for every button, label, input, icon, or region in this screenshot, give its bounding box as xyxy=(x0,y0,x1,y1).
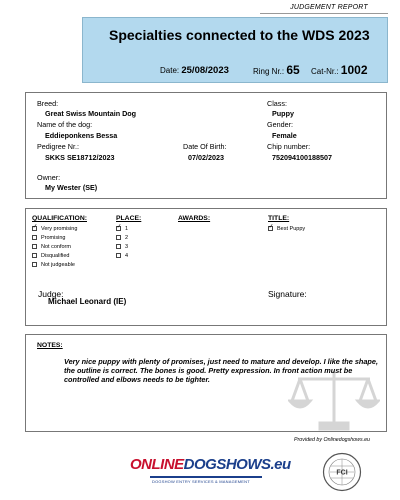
place-option xyxy=(116,252,128,260)
qualification-option-label: Disqualified xyxy=(41,253,70,259)
qualification-option xyxy=(32,252,69,260)
notes-box xyxy=(25,334,387,432)
owner-value: My Wester (SE) xyxy=(45,183,98,192)
results-box xyxy=(25,208,387,326)
ring-value: 65 xyxy=(286,63,300,77)
checked-checkbox-icon xyxy=(116,226,121,231)
gender-label: Gender: xyxy=(267,120,293,129)
dog-name-value: Eddieponkens Bessa xyxy=(45,131,118,140)
header-box xyxy=(82,17,388,83)
place-option-label: 3 xyxy=(125,244,129,250)
title-option xyxy=(268,225,305,233)
ring-field xyxy=(253,63,300,77)
dob-value: 07/02/2023 xyxy=(188,153,224,162)
owner-label: Owner: xyxy=(37,173,61,182)
title-option-label: Best Puppy xyxy=(277,226,306,232)
qualification-option-label: Not judgeable xyxy=(41,262,75,268)
notes-label: NOTES: xyxy=(37,342,63,349)
place-option xyxy=(116,243,128,251)
place-heading: PLACE: xyxy=(116,215,142,222)
checkbox-icon xyxy=(32,244,37,249)
judge-value: Michael Leonard (IE) xyxy=(48,297,127,306)
logo-o-letter: O xyxy=(130,456,142,473)
checkbox-icon xyxy=(32,253,37,258)
chip-label: Chip number: xyxy=(267,142,311,151)
date-field xyxy=(160,65,229,76)
date-label: Date: xyxy=(160,66,180,75)
place-option xyxy=(116,225,128,233)
checked-checkbox-icon xyxy=(268,226,273,231)
place-option xyxy=(116,234,128,242)
place-option-label: 4 xyxy=(125,253,129,259)
pedigree-value: SKKS SE18712/2023 xyxy=(45,153,115,162)
awards-heading: AWARDS: xyxy=(178,215,211,222)
checked-checkbox-icon xyxy=(32,226,37,231)
qualification-option xyxy=(32,225,77,233)
dog-info-box xyxy=(25,92,387,199)
report-label-divider xyxy=(260,13,388,14)
checkbox-icon xyxy=(32,235,37,240)
breed-label: Breed: xyxy=(37,99,59,108)
checkbox-icon xyxy=(32,262,37,267)
logo-underline xyxy=(150,476,262,478)
class-label: Class: xyxy=(267,99,287,108)
signature-label: Signature: xyxy=(268,289,307,299)
chip-value: 752094100188507 xyxy=(272,153,332,162)
qualification-option-label: Not conform xyxy=(41,244,71,250)
qualification-option xyxy=(32,243,71,251)
dob-label: Date Of Birth: xyxy=(183,142,227,151)
logo-subtitle: DOGSHOW ENTRY SERVICES & MANAGEMENT xyxy=(152,479,250,484)
place-option-label: 1 xyxy=(125,226,129,232)
qualification-option-label: Very promising xyxy=(41,226,78,232)
pedigree-label: Pedigree Nr.: xyxy=(37,142,79,151)
logo-dog-text: DOG xyxy=(183,456,217,473)
cat-value: 1002 xyxy=(340,63,368,77)
checkbox-icon xyxy=(116,235,121,240)
fci-seal-text: FCI xyxy=(336,469,348,477)
notes-text: Very nice puppy with plenty of promises, just need to mature and develop. I like the shape, the outline is correct. The bones is good. Pretty expression. In front action must be controlled and elbows needs to be tighter. xyxy=(64,357,378,385)
report-type-label: JUDGEMENT REPORT xyxy=(290,4,368,11)
logo-shows-text: SHOWS.eu xyxy=(216,456,291,473)
fci-seal-icon xyxy=(322,452,362,492)
cat-field xyxy=(311,63,368,77)
provided-by-text: Provided by Onlinedogshows.eu xyxy=(294,437,370,443)
qualification-option-label: Promising xyxy=(41,235,66,241)
class-value: Puppy xyxy=(272,109,294,118)
logo-online-text: NLINE xyxy=(141,456,184,473)
dog-name-label: Name of the dog: xyxy=(37,120,93,129)
checkbox-icon xyxy=(116,244,121,249)
date-value: 25/08/2023 xyxy=(181,65,229,76)
checkbox-icon xyxy=(116,253,121,258)
qualification-option xyxy=(32,261,75,269)
title-heading: TITLE: xyxy=(268,215,290,222)
cat-label: Cat-Nr.: xyxy=(311,67,339,76)
place-option-label: 2 xyxy=(125,235,129,241)
gender-value: Female xyxy=(272,131,297,140)
judge-label: Judge: xyxy=(38,289,64,299)
breed-value: Great Swiss Mountain Dog xyxy=(45,109,137,118)
show-title: Specialties connected to the WDS 2023 xyxy=(109,27,370,43)
qualification-option xyxy=(32,234,65,242)
ring-label: Ring Nr.: xyxy=(253,67,285,76)
qualification-heading: QUALIFICATION: xyxy=(32,215,87,222)
